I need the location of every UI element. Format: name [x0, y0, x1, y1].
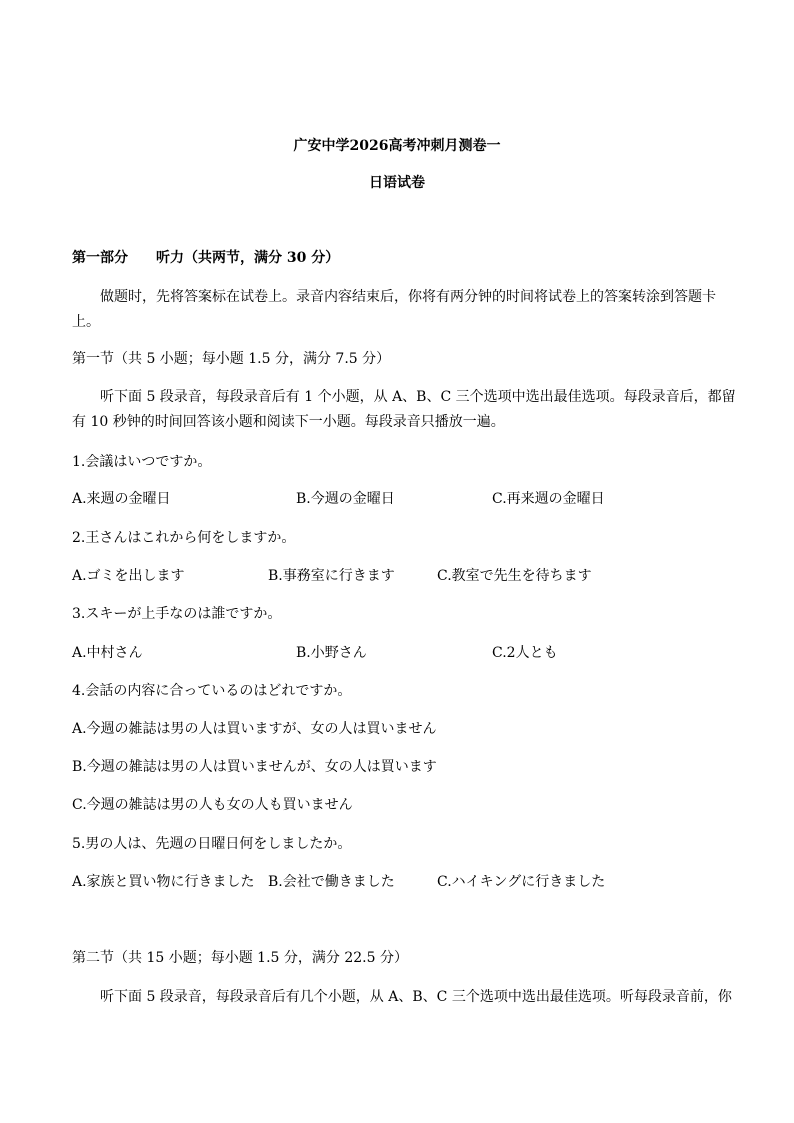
q1-option-c: C.再来週の金曜日 — [492, 491, 605, 507]
part1-heading: 听力（共两节，满分 30 分） — [156, 250, 340, 266]
section2-instruction-line1: 听下面 5 段录音，每段录音后有几个小题，从 A、B、C 三个选项中选出最佳选项。听每段录音前，你 — [100, 989, 732, 1005]
q5-option-b: B.会社で働きました — [268, 874, 395, 890]
part1-instruction-line2: 上。 — [72, 314, 100, 330]
q2-option-b: B.事務室に行きます — [268, 568, 395, 584]
part1-label: 第一部分 — [72, 250, 128, 266]
exam-subtitle: 日语试卷 — [369, 175, 425, 191]
q5-option-a: A.家族と買い物に行きました — [72, 874, 255, 890]
q1-option-b: B.今週の金曜日 — [296, 491, 395, 507]
section1-instruction-line1: 听下面 5 段录音，每段录音后有 1 个小题，从 A、B、C 三个选项中选出最佳选项。每段录音后，都留 — [100, 389, 736, 405]
q5-option-c: C.ハイキングに行きました — [437, 874, 606, 890]
q4-option-b: B.今週の雑誌は男の人は買いませんが、女の人は買います — [72, 759, 437, 775]
q3-option-a: A.中村さん — [72, 645, 143, 661]
q4-option-c: C.今週の雑誌は男の人も女の人も買いません — [72, 797, 353, 813]
q3-option-b: B.小野さん — [296, 645, 367, 661]
q2-option-c: C.教室で先生を待ちます — [437, 568, 592, 584]
q1-option-a: A.来週の金曜日 — [72, 491, 171, 507]
question-5: 5.男の人は、先週の日曜日何をしましたか。 — [72, 836, 352, 852]
q4-option-a: A.今週の雑誌は男の人は買いますが、女の人は買いません — [72, 721, 437, 737]
exam-title: 广安中学2026高考冲刺月测卷一 — [293, 138, 501, 154]
question-1: 1.会議はいつですか。 — [72, 454, 212, 470]
section1-instruction-line2: 有 10 秒钟的时间回答该小题和阅读下一小题。每段录音只播放一遍。 — [72, 414, 505, 430]
section1-heading: 第一节（共 5 小题；每小题 1.5 分，满分 7.5 分） — [72, 351, 391, 367]
question-3: 3.スキーが上手なのは誰ですか。 — [72, 606, 282, 622]
section2-heading: 第二节（共 15 小题；每小题 1.5 分，满分 22.5 分） — [72, 950, 408, 966]
q3-option-c: C.2人とも — [492, 645, 558, 661]
part1-instruction-line1: 做题时，先将答案标在试卷上。录音内容结束后，你将有两分钟的时间将试卷上的答案转涂到答题卡 — [100, 289, 716, 305]
question-4: 4.会話の内容に合っているのはどれですか。 — [72, 683, 352, 699]
question-2: 2.王さんはこれから何をしますか。 — [72, 530, 296, 546]
q2-option-a: A.ゴミを出します — [72, 568, 185, 584]
